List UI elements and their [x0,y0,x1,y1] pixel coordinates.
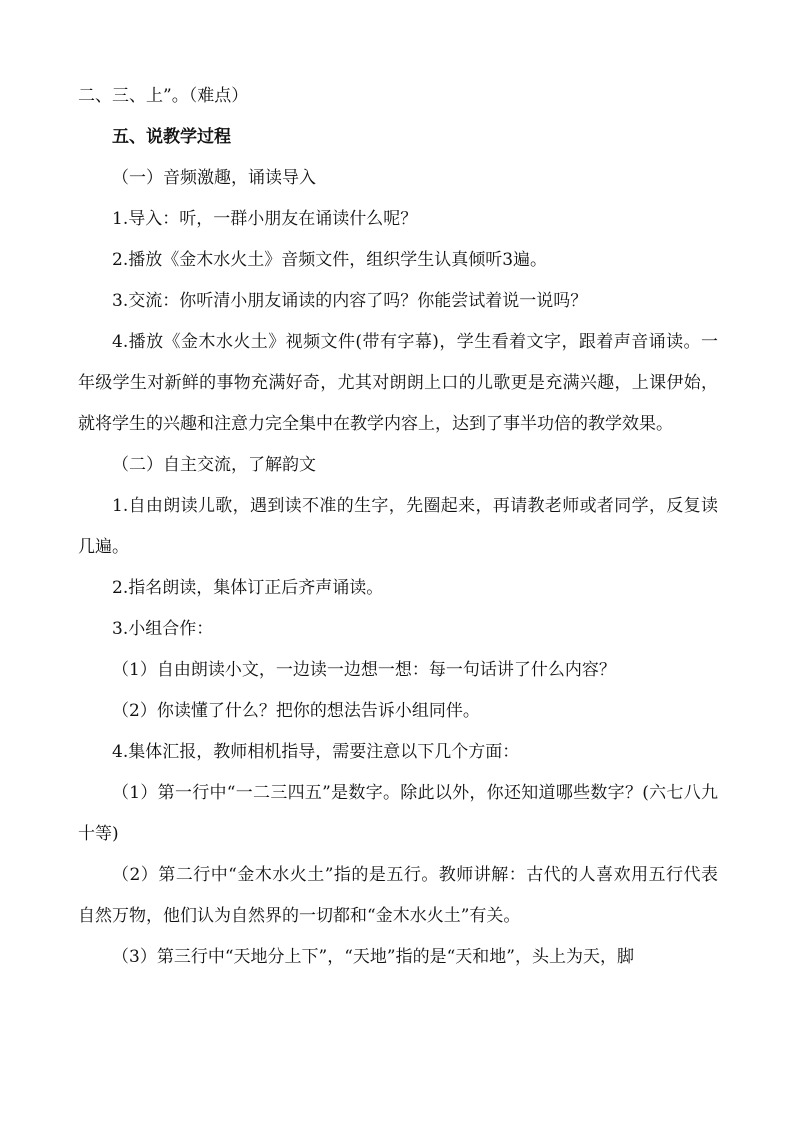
paragraph: （1）自由朗读小文，一边读一边想一想：每一句话讲了什么内容？ [112,660,616,680]
document-page [78,76,718,978]
paragraph: 3.小组合作： [112,619,214,639]
paragraph: 3.交流：你听清小朋友诵读的内容了吗？你能尝试着说一说吗？ [112,291,588,311]
subsection-heading: （二）自主交流，了解韵文 [112,455,316,475]
paragraph: 1.自由朗读儿歌，遇到读不准的生字，先圈起来，再请教老师或者同学，反复读几遍。 [78,496,718,557]
paragraph: （2）第二行中“金木水火土”指的是五行。教师讲解：古代的人喜欢用五行代表自然万物，他们认为自然界的一切都和“金木水火土”有关。 [78,865,718,926]
paragraph: 4.播放《金木水火土》视频文件(带有字幕)，学生看着文字，跟着声音诵读。一年级学生对新鲜的事物充满好奇，尤其对朗朗上口的儿歌更是充满兴趣，上课伊始，就将学生的兴趣和注意力完全集中在教学内容上，达到了事半功倍的教学效果。 [78,332,718,434]
paragraph: 2.播放《金木水火土》音频文件，组织学生认真倾听3遍。 [112,250,548,270]
paragraph: （3）第三行中“天地分上下”，“天地”指的是“天和地”，头上为天，脚 [112,947,634,967]
paragraph: 4.集体汇报，教师相机指导，需要注意以下几个方面： [112,742,520,762]
paragraph: （2）你读懂了什么？把你的想法告诉小组同伴。 [112,701,480,721]
subsection-heading: （一）音频激趣，诵读导入 [112,168,316,188]
paragraph: 1.导入：听，一群小朋友在诵读什么呢？ [112,209,418,229]
paragraph-continuation: 二、三、上”。（难点） [78,86,249,106]
paragraph: 2.指名朗读，集体订正后齐声诵读。 [112,578,384,598]
section-heading: 五、说教学过程 [112,127,231,147]
paragraph: （1）第一行中“一二三四五”是数字。除此以外，你还知道哪些数字？(六七八九十等) [78,783,718,844]
